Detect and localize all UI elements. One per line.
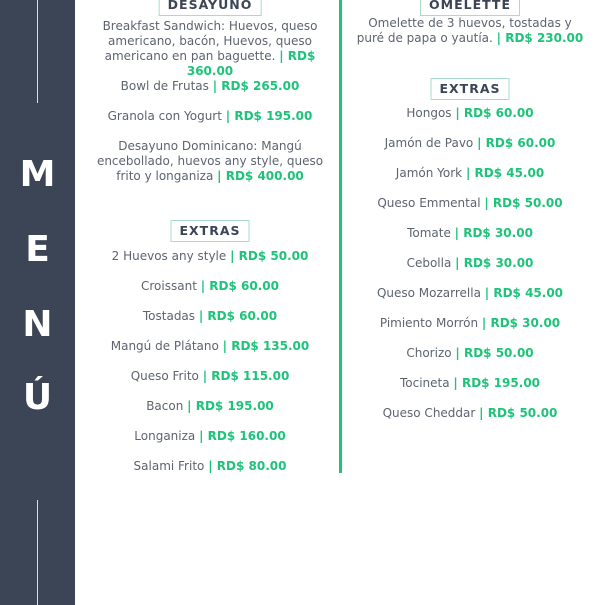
extra-item [355,256,585,271]
extra-item [95,339,325,354]
extra-item [355,196,585,211]
item-name: Croissant [141,279,197,293]
item-name: Mangú de Plátano [110,339,219,353]
item-name: Desayuno Dominicano: Mangú encebollado, huevos any style, queso frito y longaniza [96,139,324,183]
item-price: | RD$ 50.00 [230,249,309,263]
extra-item [355,376,585,391]
item-name: Tostadas [142,309,196,323]
desayuno-title: DESAYUNO [159,0,262,16]
item-price: | RD$ 60.00 [477,136,556,150]
menu-item [95,139,325,184]
extra-item [95,249,325,264]
item-price: | RD$ 45.00 [484,286,564,300]
item-name: Breakfast Sandwich: Huevos, queso americano, bacón, Huevos, queso americano en pan baguette. [102,19,318,63]
item-price: | RD$ 115.00 [202,369,290,383]
menu-letter-m: M [19,154,56,195]
menu-item [95,79,325,94]
item-price: | RD$ 50.00 [484,196,563,210]
extra-item [95,459,325,474]
menu-item [95,19,325,79]
extra-item [95,279,325,294]
item-name: Longaniza [134,429,196,443]
item-name: Cebolla [406,256,452,270]
menu-item [95,109,325,124]
extra-item [355,286,585,301]
extra-item [355,406,585,421]
item-name: Salami Frito [133,459,205,473]
menu-letter-u: Ú [22,377,53,418]
sidebar [0,0,75,605]
extras-title: EXTRAS [170,220,249,242]
item-name: Queso Mozarrella [376,286,481,300]
menu-letter-e: E [25,229,50,270]
item-price: | RD$ 265.00 [212,79,300,93]
extra-item [355,346,585,361]
item-name: Pimiento Morrón [379,316,479,330]
sidebar-line-bottom [37,500,38,605]
item-name: Tocineta [399,376,450,390]
extra-item [355,226,585,241]
item-price: | RD$ 360.00 [186,49,316,78]
extra-item [355,316,585,331]
column-divider [339,0,342,473]
extra-item [95,399,325,414]
item-name: Jamón de Pavo [384,136,474,150]
item-name: 2 Huevos any style [111,249,227,263]
item-name: Tomate [407,226,451,240]
extra-item [95,369,325,384]
item-price: | RD$ 195.00 [187,399,274,413]
menu-item [355,16,585,46]
item-price: | RD$ 60.00 [198,309,278,323]
extra-item [355,136,585,151]
item-price: | RD$ 160.00 [199,429,286,443]
item-name: Queso Emmental [377,196,481,210]
item-name: Chorizo [406,346,452,360]
extra-item [355,106,585,121]
item-price: | RD$ 50.00 [455,346,534,360]
item-price: | RD$ 45.00 [465,166,545,180]
item-price: | RD$ 30.00 [455,256,534,270]
item-price: | RD$ 400.00 [217,169,304,183]
extra-item [95,429,325,444]
extras-title: EXTRAS [430,78,509,100]
item-price: | RD$ 30.00 [481,316,561,330]
item-name: Bowl de Frutas [120,79,209,93]
menu-letter-n: N [22,304,53,345]
item-name: Bacon [146,399,184,413]
item-name: Omelette de 3 huevos, tostadas y puré de papa o yautía. [356,16,572,45]
item-price: | RD$ 60.00 [455,106,534,120]
omelette-title: OMELETTE [420,0,520,16]
item-price: | RD$ 195.00 [225,109,313,123]
item-price: | RD$ 50.00 [479,406,558,420]
item-name: Jamón York [395,166,463,180]
item-price: | RD$ 135.00 [222,339,310,353]
extra-item [355,166,585,181]
sidebar-line-top [37,0,38,103]
item-price: | RD$ 230.00 [496,31,584,45]
item-price: | RD$ 80.00 [208,459,287,473]
extra-item [95,309,325,324]
item-name: Queso Cheddar [382,406,476,420]
item-price: | RD$ 30.00 [454,226,533,240]
item-name: Queso Frito [130,369,199,383]
item-name: Hongos [406,106,452,120]
item-name: Granola con Yogurt [107,109,222,123]
item-price: | RD$ 195.00 [453,376,541,390]
item-price: | RD$ 60.00 [200,279,279,293]
